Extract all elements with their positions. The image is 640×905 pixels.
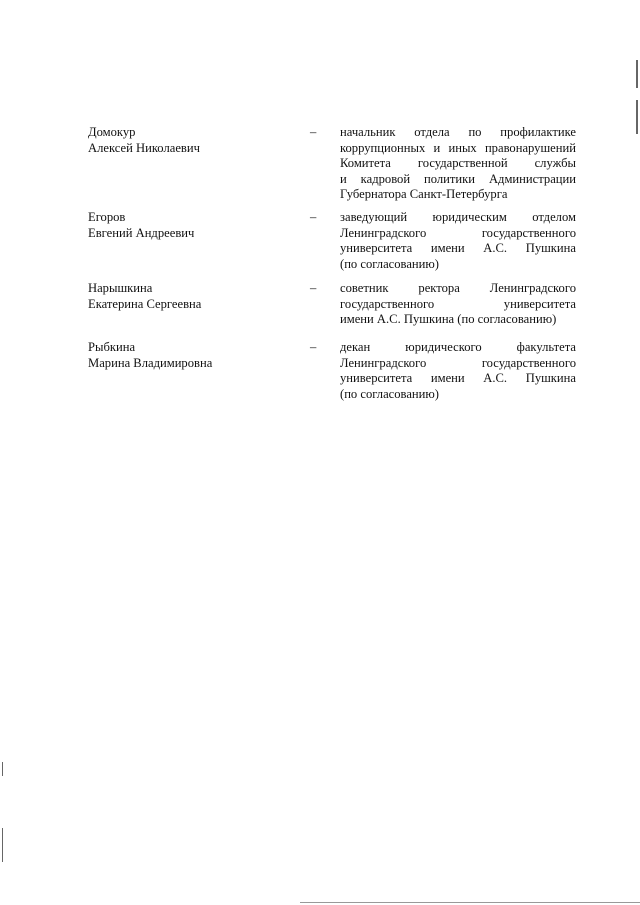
member-surname: Домокур	[88, 125, 136, 139]
separator-dash: –	[310, 281, 317, 295]
position-line: университета имени А.С. Пушкина	[340, 371, 576, 386]
scan-artifact	[636, 60, 638, 88]
member-name	[88, 210, 288, 241]
member-position	[340, 340, 576, 402]
member-surname: Егоров	[88, 210, 126, 224]
position-line: начальник отдела по профилактике	[340, 125, 576, 139]
scan-artifact	[636, 100, 638, 134]
member-given-names: Екатерина Сергеевна	[88, 296, 202, 311]
member-given-names: Алексей Николаевич	[88, 140, 200, 155]
position-line: имени А.С. Пушкина (по согласованию)	[340, 312, 557, 327]
position-line: декан юридического факультета	[340, 340, 576, 354]
position-line: (по согласованию)	[340, 386, 440, 401]
member-name	[88, 340, 288, 371]
position-line: Комитета государственной службы	[340, 156, 576, 171]
member-surname: Рыбкина	[88, 340, 136, 354]
member-surname: Нарышкина	[88, 281, 153, 295]
member-given-names: Евгений Андреевич	[88, 225, 195, 240]
position-line: Ленинградского государственного	[340, 355, 576, 370]
member-name	[88, 281, 288, 312]
member-position	[340, 125, 576, 203]
member-name	[88, 125, 288, 156]
separator-dash: –	[310, 210, 317, 224]
position-line: заведующий юридическим отделом	[340, 210, 576, 224]
member-position	[340, 281, 576, 328]
position-line: коррупционных и иных правонарушений	[340, 140, 576, 155]
scan-artifact	[2, 828, 3, 862]
position-line: Ленинградского государственного	[340, 225, 576, 240]
separator-dash: –	[310, 340, 317, 354]
member-given-names: Марина Владимировна	[88, 355, 213, 370]
scan-artifact	[2, 762, 3, 776]
position-line: и кадровой политики Администрации	[340, 171, 576, 186]
position-line: Губернатора Санкт-Петербурга	[340, 187, 508, 202]
position-line: советник ректора Ленинградского	[340, 281, 576, 295]
position-line: университета имени А.С. Пушкина	[340, 241, 576, 256]
separator-dash: –	[310, 125, 317, 139]
scan-artifact	[300, 902, 640, 903]
position-line: (по согласованию)	[340, 256, 440, 271]
position-line: государственного университета	[340, 296, 576, 311]
member-position	[340, 210, 576, 272]
